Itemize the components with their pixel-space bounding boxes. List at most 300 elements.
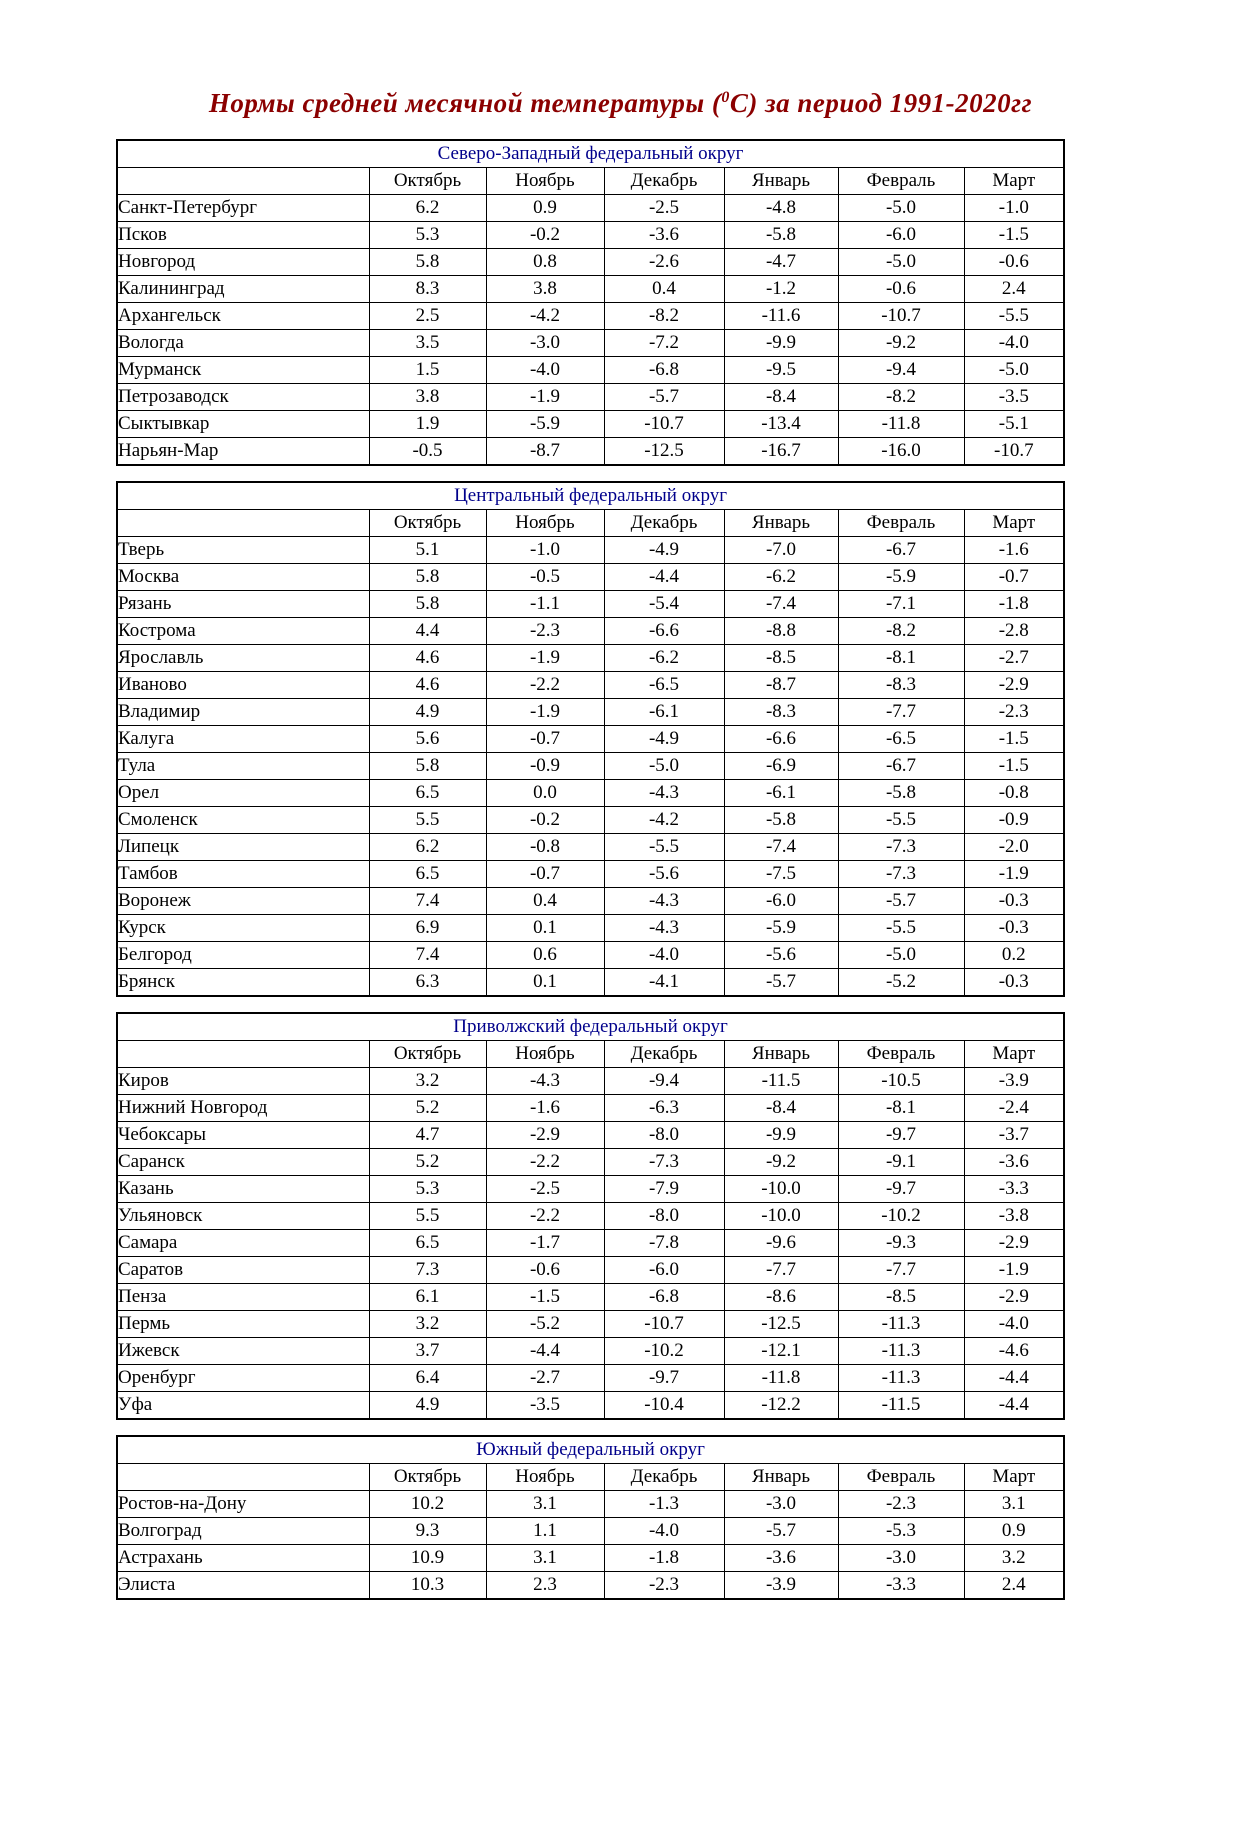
temperature-value: -5.5	[838, 807, 964, 834]
temperature-value: 6.9	[369, 915, 486, 942]
city-name: Санкт-Петербург	[117, 195, 369, 222]
month-header: Октябрь	[369, 1464, 486, 1491]
temperature-value: 8.3	[369, 276, 486, 303]
temperature-value: -5.3	[838, 1518, 964, 1545]
temperature-value: -4.0	[964, 1311, 1064, 1338]
month-header: Март	[964, 1464, 1064, 1491]
city-name: Владимир	[117, 699, 369, 726]
table-row	[117, 1338, 1064, 1365]
degree-superscript: 0	[721, 89, 730, 106]
city-name: Саранск	[117, 1149, 369, 1176]
temperature-value: -16.7	[724, 438, 838, 466]
temperature-value: -1.5	[964, 753, 1064, 780]
temperature-value: -10.7	[838, 303, 964, 330]
table-row	[117, 1122, 1064, 1149]
temperature-value: 3.8	[486, 276, 604, 303]
temperature-value: -4.4	[604, 564, 724, 591]
temperature-value: -7.0	[724, 537, 838, 564]
month-header: Март	[964, 1041, 1064, 1068]
table-row	[117, 1230, 1064, 1257]
temperature-value: -0.7	[486, 726, 604, 753]
temperature-value: -5.5	[838, 915, 964, 942]
temperature-value: -2.3	[604, 1572, 724, 1600]
temperature-value: -7.7	[838, 1257, 964, 1284]
temperature-value: -8.0	[604, 1122, 724, 1149]
temperature-table	[116, 1435, 1065, 1600]
temperature-value: -6.6	[604, 618, 724, 645]
temperature-value: -7.3	[838, 834, 964, 861]
temperature-value: -4.1	[604, 969, 724, 997]
temperature-value: -0.6	[838, 276, 964, 303]
table-row	[117, 249, 1064, 276]
temperature-value: 7.4	[369, 942, 486, 969]
temperature-value: 10.3	[369, 1572, 486, 1600]
temperature-value: -3.6	[964, 1149, 1064, 1176]
temperature-value: -2.8	[964, 618, 1064, 645]
temperature-value: -1.3	[604, 1491, 724, 1518]
temperature-value: -3.8	[964, 1203, 1064, 1230]
temperature-value: -3.7	[964, 1122, 1064, 1149]
temperature-value: -2.4	[964, 1095, 1064, 1122]
temperature-value: -0.7	[486, 861, 604, 888]
temperature-value: -10.2	[604, 1338, 724, 1365]
temperature-value: -2.2	[486, 1203, 604, 1230]
temperature-value: -1.5	[964, 222, 1064, 249]
table-section-title: Центральный федеральный округ	[117, 482, 1064, 510]
temperature-value: -4.9	[604, 537, 724, 564]
temperature-value: -3.3	[964, 1176, 1064, 1203]
temperature-value: -2.7	[486, 1365, 604, 1392]
temperature-value: -2.3	[838, 1491, 964, 1518]
temperature-value: -8.4	[724, 1095, 838, 1122]
temperature-value: 0.4	[486, 888, 604, 915]
temperature-value: 2.5	[369, 303, 486, 330]
month-header: Февраль	[838, 510, 964, 537]
temperature-value: -0.6	[486, 1257, 604, 1284]
city-name: Уфа	[117, 1392, 369, 1420]
table-row	[117, 969, 1064, 997]
temperature-value: -5.9	[486, 411, 604, 438]
temperature-value: -7.9	[604, 1176, 724, 1203]
temperature-value: 4.6	[369, 672, 486, 699]
temperature-value: -7.1	[838, 591, 964, 618]
month-header: Январь	[724, 1464, 838, 1491]
temperature-value: 10.9	[369, 1545, 486, 1572]
temperature-value: -10.7	[604, 411, 724, 438]
temperature-value: -3.6	[724, 1545, 838, 1572]
month-header: Январь	[724, 168, 838, 195]
city-name: Ярославль	[117, 645, 369, 672]
temperature-value: -8.3	[838, 672, 964, 699]
temperature-value: -2.3	[486, 618, 604, 645]
temperature-value: -5.7	[724, 1518, 838, 1545]
month-header: Октябрь	[369, 1041, 486, 1068]
temperature-value: -5.5	[604, 834, 724, 861]
temperature-value: -6.8	[604, 357, 724, 384]
temperature-value: -8.4	[724, 384, 838, 411]
temperature-value: -9.2	[838, 330, 964, 357]
temperature-value: -7.4	[724, 591, 838, 618]
temperature-value: -5.8	[838, 780, 964, 807]
table-row	[117, 1572, 1064, 1600]
temperature-value: -1.8	[964, 591, 1064, 618]
temperature-value: -11.5	[838, 1392, 964, 1420]
temperature-value: -11.3	[838, 1365, 964, 1392]
temperature-value: -8.5	[724, 645, 838, 672]
temperature-value: -6.0	[604, 1257, 724, 1284]
temperature-value: -10.0	[724, 1176, 838, 1203]
temperature-value: -4.2	[486, 303, 604, 330]
temperature-value: -4.0	[486, 357, 604, 384]
page-title-suffix: С) за период 1991-2020гг	[729, 88, 1033, 118]
city-name: Сыктывкар	[117, 411, 369, 438]
temperature-value: -10.0	[724, 1203, 838, 1230]
temperature-value: -6.5	[838, 726, 964, 753]
city-name: Белгород	[117, 942, 369, 969]
table-row	[117, 861, 1064, 888]
temperature-value: -6.9	[724, 753, 838, 780]
temperature-value: -4.3	[604, 780, 724, 807]
temperature-value: -5.9	[838, 564, 964, 591]
temperature-value: -9.7	[838, 1122, 964, 1149]
months-header-row	[117, 1041, 1064, 1068]
tables-container	[116, 139, 1063, 1600]
temperature-value: 4.6	[369, 645, 486, 672]
temperature-value: -4.4	[964, 1392, 1064, 1420]
city-name: Пенза	[117, 1284, 369, 1311]
temperature-value: 9.3	[369, 1518, 486, 1545]
city-name: Оренбург	[117, 1365, 369, 1392]
temperature-value: 0.1	[486, 915, 604, 942]
temperature-value: -8.7	[724, 672, 838, 699]
temperature-value: 5.8	[369, 753, 486, 780]
temperature-value: -7.7	[724, 1257, 838, 1284]
temperature-value: -11.5	[724, 1068, 838, 1095]
temperature-value: 6.5	[369, 861, 486, 888]
month-header: Декабрь	[604, 1464, 724, 1491]
temperature-value: -6.5	[604, 672, 724, 699]
temperature-value: -12.1	[724, 1338, 838, 1365]
table-row	[117, 276, 1064, 303]
table-row	[117, 411, 1064, 438]
temperature-value: -2.2	[486, 1149, 604, 1176]
temperature-value: 2.3	[486, 1572, 604, 1600]
city-name: Астрахань	[117, 1545, 369, 1572]
temperature-value: -1.8	[604, 1545, 724, 1572]
months-header-row	[117, 510, 1064, 537]
temperature-value: -0.5	[486, 564, 604, 591]
temperature-value: -7.4	[724, 834, 838, 861]
temperature-value: -0.7	[964, 564, 1064, 591]
temperature-value: 5.8	[369, 249, 486, 276]
temperature-value: -5.0	[838, 195, 964, 222]
table-row	[117, 591, 1064, 618]
temperature-value: -8.0	[604, 1203, 724, 1230]
table-row	[117, 1284, 1064, 1311]
page-title-text: Нормы средней месячной температуры (	[208, 88, 722, 118]
temperature-value: 5.5	[369, 1203, 486, 1230]
temperature-value: -2.9	[964, 1230, 1064, 1257]
table-row	[117, 537, 1064, 564]
temperature-value: -10.7	[604, 1311, 724, 1338]
temperature-value: -13.4	[724, 411, 838, 438]
table-row	[117, 1518, 1064, 1545]
temperature-value: -5.7	[724, 969, 838, 997]
city-name: Самара	[117, 1230, 369, 1257]
temperature-value: 0.1	[486, 969, 604, 997]
temperature-value: -8.1	[838, 1095, 964, 1122]
city-name: Псков	[117, 222, 369, 249]
temperature-value: -6.2	[604, 645, 724, 672]
temperature-value: -5.0	[838, 249, 964, 276]
temperature-value: -5.0	[604, 753, 724, 780]
table-row	[117, 1491, 1064, 1518]
temperature-value: 4.9	[369, 699, 486, 726]
temperature-value: 4.4	[369, 618, 486, 645]
temperature-value: -0.5	[369, 438, 486, 466]
temperature-value: -3.9	[724, 1572, 838, 1600]
table-row	[117, 1203, 1064, 1230]
temperature-value: -3.0	[486, 330, 604, 357]
table-section-title: Приволжский федеральный округ	[117, 1013, 1064, 1041]
temperature-value: 3.5	[369, 330, 486, 357]
temperature-value: -0.3	[964, 969, 1064, 997]
temperature-value: 5.2	[369, 1149, 486, 1176]
temperature-value: -9.9	[724, 1122, 838, 1149]
temperature-value: -1.5	[486, 1284, 604, 1311]
temperature-value: -1.9	[964, 1257, 1064, 1284]
month-header: Октябрь	[369, 168, 486, 195]
month-header: Декабрь	[604, 168, 724, 195]
table-row	[117, 1365, 1064, 1392]
city-name: Мурманск	[117, 357, 369, 384]
temperature-value: 3.2	[369, 1311, 486, 1338]
temperature-value: -11.6	[724, 303, 838, 330]
temperature-value: -9.1	[838, 1149, 964, 1176]
temperature-value: -0.6	[964, 249, 1064, 276]
month-header: Октябрь	[369, 510, 486, 537]
table-row	[117, 699, 1064, 726]
temperature-value: -3.9	[964, 1068, 1064, 1095]
temperature-value: -8.8	[724, 618, 838, 645]
temperature-value: -9.7	[838, 1176, 964, 1203]
table-row	[117, 1068, 1064, 1095]
temperature-value: 2.4	[964, 1572, 1064, 1600]
temperature-value: -6.1	[724, 780, 838, 807]
table-row	[117, 222, 1064, 249]
temperature-value: -2.6	[604, 249, 724, 276]
table-row	[117, 780, 1064, 807]
temperature-value: 3.7	[369, 1338, 486, 1365]
temperature-value: -1.2	[724, 276, 838, 303]
temperature-value: -5.2	[838, 969, 964, 997]
temperature-value: -8.3	[724, 699, 838, 726]
temperature-value: 5.5	[369, 807, 486, 834]
city-name: Пермь	[117, 1311, 369, 1338]
city-name: Нарьян-Мар	[117, 438, 369, 466]
temperature-value: -6.0	[838, 222, 964, 249]
temperature-value: -9.7	[604, 1365, 724, 1392]
temperature-value: 0.0	[486, 780, 604, 807]
temperature-value: 1.5	[369, 357, 486, 384]
temperature-value: -1.5	[964, 726, 1064, 753]
months-header-row	[117, 1464, 1064, 1491]
temperature-value: -5.9	[724, 915, 838, 942]
temperature-value: 4.9	[369, 1392, 486, 1420]
temperature-value: -4.9	[604, 726, 724, 753]
temperature-value: -5.6	[604, 861, 724, 888]
temperature-value: -3.5	[486, 1392, 604, 1420]
temperature-value: -5.5	[964, 303, 1064, 330]
temperature-value: -7.2	[604, 330, 724, 357]
city-column-header	[117, 168, 369, 195]
temperature-value: -5.7	[838, 888, 964, 915]
temperature-value: 1.9	[369, 411, 486, 438]
temperature-value: -0.2	[486, 807, 604, 834]
temperature-value: -5.7	[604, 384, 724, 411]
temperature-value: -3.3	[838, 1572, 964, 1600]
temperature-value: 5.1	[369, 537, 486, 564]
temperature-value: 6.5	[369, 780, 486, 807]
city-name: Кострома	[117, 618, 369, 645]
document-page	[0, 88, 1241, 1600]
temperature-value: -4.6	[964, 1338, 1064, 1365]
temperature-value: -1.6	[486, 1095, 604, 1122]
temperature-value: 10.2	[369, 1491, 486, 1518]
city-column-header	[117, 1041, 369, 1068]
temperature-value: -4.7	[724, 249, 838, 276]
city-name: Новгород	[117, 249, 369, 276]
table-row	[117, 303, 1064, 330]
table-row	[117, 807, 1064, 834]
temperature-value: -4.0	[604, 942, 724, 969]
temperature-value: -0.8	[486, 834, 604, 861]
month-header: Ноябрь	[486, 510, 604, 537]
temperature-value: -8.1	[838, 645, 964, 672]
temperature-value: -0.8	[964, 780, 1064, 807]
city-name: Чебоксары	[117, 1122, 369, 1149]
table-row	[117, 357, 1064, 384]
temperature-value: 3.8	[369, 384, 486, 411]
temperature-value: 7.3	[369, 1257, 486, 1284]
table-row	[117, 645, 1064, 672]
temperature-value: 3.2	[369, 1068, 486, 1095]
temperature-value: 0.9	[486, 195, 604, 222]
table-row	[117, 618, 1064, 645]
temperature-value: -4.0	[964, 330, 1064, 357]
page-title	[0, 88, 1241, 119]
temperature-value: -10.2	[838, 1203, 964, 1230]
temperature-value: -9.4	[838, 357, 964, 384]
temperature-value: 5.2	[369, 1095, 486, 1122]
city-name: Калуга	[117, 726, 369, 753]
table-row	[117, 1392, 1064, 1420]
temperature-value: -12.2	[724, 1392, 838, 1420]
table-row	[117, 384, 1064, 411]
table-row	[117, 1311, 1064, 1338]
temperature-value: -5.0	[838, 942, 964, 969]
section-title-row	[117, 1436, 1064, 1464]
temperature-value: -2.9	[964, 1284, 1064, 1311]
temperature-value: -5.2	[486, 1311, 604, 1338]
temperature-value: -10.7	[964, 438, 1064, 466]
temperature-value: -3.6	[604, 222, 724, 249]
temperature-value: -1.0	[964, 195, 1064, 222]
city-column-header	[117, 510, 369, 537]
temperature-value: 4.7	[369, 1122, 486, 1149]
city-name: Москва	[117, 564, 369, 591]
temperature-value: 3.2	[964, 1545, 1064, 1572]
temperature-value: -7.3	[838, 861, 964, 888]
city-name: Иваново	[117, 672, 369, 699]
temperature-value: -1.7	[486, 1230, 604, 1257]
city-name: Воронеж	[117, 888, 369, 915]
temperature-value: -8.2	[838, 384, 964, 411]
table-row	[117, 834, 1064, 861]
temperature-value: -4.2	[604, 807, 724, 834]
table-row	[117, 753, 1064, 780]
table-section-title: Северо-Западный федеральный округ	[117, 140, 1064, 168]
month-header: Ноябрь	[486, 168, 604, 195]
section-title-row	[117, 482, 1064, 510]
temperature-table	[116, 1012, 1065, 1420]
temperature-value: -1.1	[486, 591, 604, 618]
table-row	[117, 1257, 1064, 1284]
temperature-value: -1.9	[486, 645, 604, 672]
temperature-value: -2.5	[486, 1176, 604, 1203]
temperature-value: -16.0	[838, 438, 964, 466]
month-header: Декабрь	[604, 1041, 724, 1068]
temperature-value: -10.5	[838, 1068, 964, 1095]
temperature-value: -5.4	[604, 591, 724, 618]
temperature-value: -11.8	[838, 411, 964, 438]
temperature-value: 0.8	[486, 249, 604, 276]
temperature-value: -2.7	[964, 645, 1064, 672]
temperature-value: -3.0	[838, 1545, 964, 1572]
month-header: Январь	[724, 1041, 838, 1068]
temperature-value: -5.6	[724, 942, 838, 969]
temperature-value: 2.4	[964, 276, 1064, 303]
temperature-value: -4.3	[604, 915, 724, 942]
table-row	[117, 915, 1064, 942]
city-name: Орел	[117, 780, 369, 807]
temperature-value: 0.9	[964, 1518, 1064, 1545]
city-name: Тула	[117, 753, 369, 780]
city-name: Калининград	[117, 276, 369, 303]
city-name: Рязань	[117, 591, 369, 618]
temperature-value: -4.4	[964, 1365, 1064, 1392]
temperature-value: -4.8	[724, 195, 838, 222]
table-row	[117, 942, 1064, 969]
month-header: Март	[964, 510, 1064, 537]
city-name: Саратов	[117, 1257, 369, 1284]
temperature-value: -0.3	[964, 915, 1064, 942]
table-row	[117, 672, 1064, 699]
temperature-value: 0.2	[964, 942, 1064, 969]
city-name: Курск	[117, 915, 369, 942]
temperature-value: 5.6	[369, 726, 486, 753]
temperature-value: -2.0	[964, 834, 1064, 861]
city-name: Элиста	[117, 1572, 369, 1600]
temperature-value: -4.0	[604, 1518, 724, 1545]
temperature-value: 0.4	[604, 276, 724, 303]
city-name: Смоленск	[117, 807, 369, 834]
temperature-value: -2.3	[964, 699, 1064, 726]
month-header: Февраль	[838, 1464, 964, 1491]
city-name: Ижевск	[117, 1338, 369, 1365]
section-title-row	[117, 140, 1064, 168]
month-header: Декабрь	[604, 510, 724, 537]
